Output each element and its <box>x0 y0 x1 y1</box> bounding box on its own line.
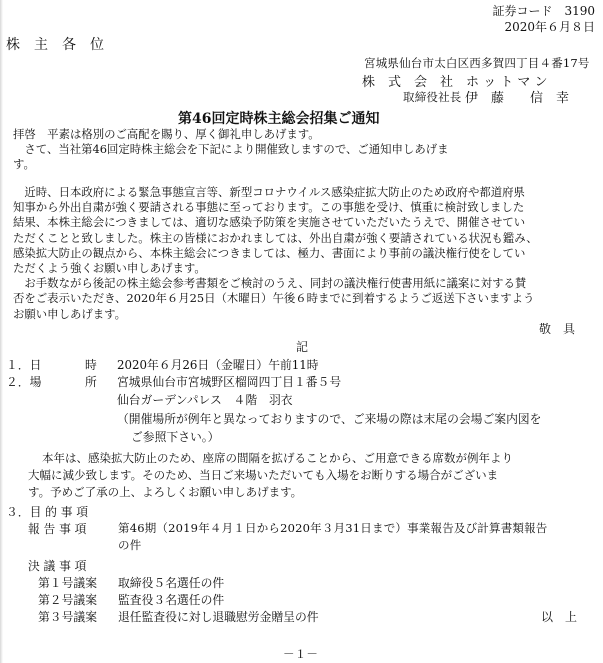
page-title: 第46回定時株主総会招集ご通知 <box>178 111 380 127</box>
ki-marker: 記 <box>296 340 309 354</box>
seating-paragraph <box>28 450 513 501</box>
company-address: 宮城県仙台市太白区西多賀四丁目４番17号 <box>364 56 590 70</box>
place-label-end: 所 <box>85 375 97 389</box>
report-item: 第46期（2019年４月１日から2020年３月31日まで）事業報告及び計算書類報告 <box>118 521 548 535</box>
report-item-cont: の件 <box>118 538 142 552</box>
seating-line: 大幅に減少致します。そのため、当日ご来場いただいても入場をお断りする場合がございま <box>28 468 499 482</box>
covid-line: 否をご表示いただき、2020年６月25日（木曜日）午後６時までに到着するようご返送下さいますよう <box>13 291 535 306</box>
covid-line: 知事から外出自粛が強く要請される事態に至っております。この事態を受け、慎重に検討致しました <box>13 200 525 215</box>
covid-line: お手数ながら後記の株主総会参考書類をご検討のうえ、同封の議決権行使書用紙に議案に対する賛 <box>13 276 527 291</box>
venue-note: ご参照下さい。） <box>131 430 220 444</box>
representative-title: 取締役社長 <box>403 90 462 104</box>
representative-name: 伊 藤 信 幸 <box>465 91 570 106</box>
place-label: ２．場 <box>6 375 42 389</box>
covid-line: 近時、日本政府による緊急事態宣言等、新型コロナウイルス感染症拡大防止のため政府や都道府県 <box>13 185 525 199</box>
venue-address: 宮城県仙台市宮城野区榴岡四丁目１番５号 <box>117 375 342 389</box>
proposal-label: 第３号議案 <box>38 610 97 624</box>
meeting-datetime: 2020年６月26日（金曜日）午前11時 <box>117 358 319 372</box>
opening-line: 拝啓 平素は格別のご高配を賜り、厚く御礼申しあげます。 <box>13 127 320 141</box>
ijou-marker: 以 上 <box>540 610 577 624</box>
proposal-text: 取締役５名選任の件 <box>118 576 225 590</box>
covid-line: 結果、本株主総会につきましては、適切な感染予防策を実施させていただいたうえで、開催させてい <box>13 215 526 230</box>
seating-line: 本年は、感染拡大防止のため、座席の間隔を拡げることから、ご用意できる席数が例年より <box>42 451 514 465</box>
opening-paragraph <box>13 127 598 173</box>
venue-note: （開催場所が例年と異なっておりますので、ご来場の際は末尾の会場ご案内図を <box>117 412 542 426</box>
covid-line: お願い申しあげます。 <box>13 306 126 321</box>
proposal-text: 退任監査役に対し退職慰労金贈呈の件 <box>118 610 319 624</box>
securities-code: 証券コード 3190 <box>492 4 595 18</box>
proposal-label: 第１号議案 <box>38 576 97 590</box>
covid-line: 感染拡大防止の観点から、本株主総会につきましては、極力、書面により事前の議決権行使をしてい <box>13 245 526 260</box>
opening-line: す。 <box>13 157 35 172</box>
closing-keigu: 敬 具 <box>538 322 575 336</box>
covid-line: ただくよう強くお願い申しあげます。 <box>13 261 206 276</box>
proposal-text: 監査役３名選任の件 <box>118 593 225 607</box>
company-name: 株 式 会 社 ホ ッ ト マ ン <box>362 75 548 90</box>
covid-paragraph <box>13 185 598 322</box>
report-label: 報 告 事 項 <box>28 522 87 536</box>
purpose-label: ３．目 的 事 項 <box>6 505 89 519</box>
notice-date: 2020年６月８日 <box>504 20 595 34</box>
proposal-label: 第２号議案 <box>38 593 97 607</box>
covid-line: ただくことと致しました。株主の皆様におかれましては、外出自粛が強く要請されている状況も鑑み、 <box>13 230 538 245</box>
opening-line: さて、当社第46回定時株主総会を下記により開催致しますので、ご通知申しあげま <box>13 142 449 157</box>
venue-name: 仙台ガーデンパレス ４階 羽衣 <box>117 393 293 407</box>
addressee: 株 主 各 位 <box>6 37 104 53</box>
resolution-label: 決 議 事 項 <box>28 559 87 573</box>
seating-line: す。予めご了承の上、よろしくお願い申しあげます。 <box>28 485 303 499</box>
scan-edge <box>0 0 3 663</box>
date-label-end: 時 <box>85 358 97 372</box>
date-label: １．日 <box>6 358 42 372</box>
page-number: －１－ <box>283 647 319 661</box>
